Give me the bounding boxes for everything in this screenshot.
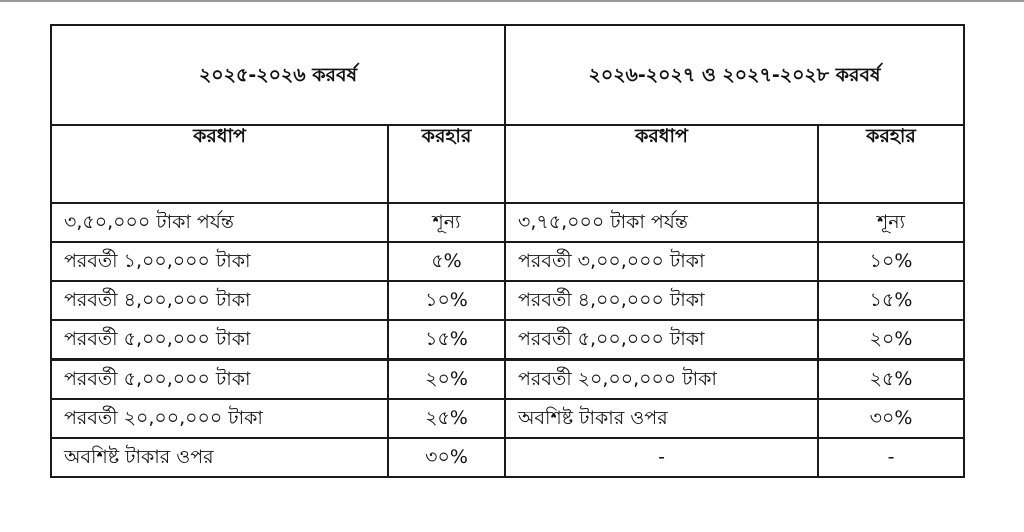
left-slab-cell: পরবর্তী ৫,০০,০০০ টাকা (51, 320, 388, 360)
table-row (51, 438, 964, 477)
right-rate-cell: ১৫% (818, 281, 964, 320)
right-rate-cell: - (818, 438, 964, 477)
left-rate-cell: ৩০% (388, 438, 505, 477)
left-rate-cell: শূন্য (388, 203, 505, 242)
top-divider (0, 0, 1024, 2)
table-row (51, 360, 964, 400)
right-slab-cell: পরবর্তী ৪,০০,০০০ টাকা (505, 281, 818, 320)
left-rate-cell: ২০% (388, 360, 505, 400)
left-slab-cell: অবশিষ্ট টাকার ওপর (51, 438, 388, 477)
right-slab-cell: পরবর্তী ৫,০০,০০০ টাকা (505, 320, 818, 360)
left-slab-cell: পরবর্তী ৫,০০,০০০ টাকা (51, 360, 388, 400)
right-rate-cell: ৩০% (818, 399, 964, 438)
left-year-title: ২০২৫-২০২৬ করবর্ষ (51, 25, 505, 125)
right-year-title: ২০২৬-২০২৭ ও ২০২৭-২০২৮ করবর্ষ (505, 25, 964, 125)
table-row (51, 242, 964, 281)
right-rate-cell: ১০% (818, 242, 964, 281)
right-rate-cell: ২৫% (818, 360, 964, 400)
left-rate-cell: ১০% (388, 281, 505, 320)
right-slab-header: করধাপ (505, 125, 818, 203)
right-rate-cell: শূন্য (818, 203, 964, 242)
left-rate-cell: ১৫% (388, 320, 505, 360)
left-rate-header: করহার (388, 125, 505, 203)
left-slab-cell: ৩,৫০,০০০ টাকা পর্যন্ত (51, 203, 388, 242)
right-slab-cell: অবশিষ্ট টাকার ওপর (505, 399, 818, 438)
left-slab-cell: পরবর্তী ২০,০০,০০০ টাকা (51, 399, 388, 438)
table-row (51, 281, 964, 320)
left-rate-cell: ৫% (388, 242, 505, 281)
table-row (51, 320, 964, 360)
left-rate-cell: ২৫% (388, 399, 505, 438)
tax-rate-table (50, 24, 965, 478)
year-title-row (51, 25, 964, 125)
left-slab-header: করধাপ (51, 125, 388, 203)
left-slab-cell: পরবর্তী ১,০০,০০০ টাকা (51, 242, 388, 281)
right-slab-cell: ৩,৭৫,০০০ টাকা পর্যন্ত (505, 203, 818, 242)
right-rate-header: করহার (818, 125, 964, 203)
left-slab-cell: পরবর্তী ৪,০০,০০০ টাকা (51, 281, 388, 320)
right-rate-cell: ২০% (818, 320, 964, 360)
column-header-row (51, 125, 964, 203)
right-slab-cell: পরবর্তী ২০,০০,০০০ টাকা (505, 360, 818, 400)
right-slab-cell: পরবর্তী ৩,০০,০০০ টাকা (505, 242, 818, 281)
table-row (51, 399, 964, 438)
right-slab-cell: - (505, 438, 818, 477)
table-row (51, 203, 964, 242)
